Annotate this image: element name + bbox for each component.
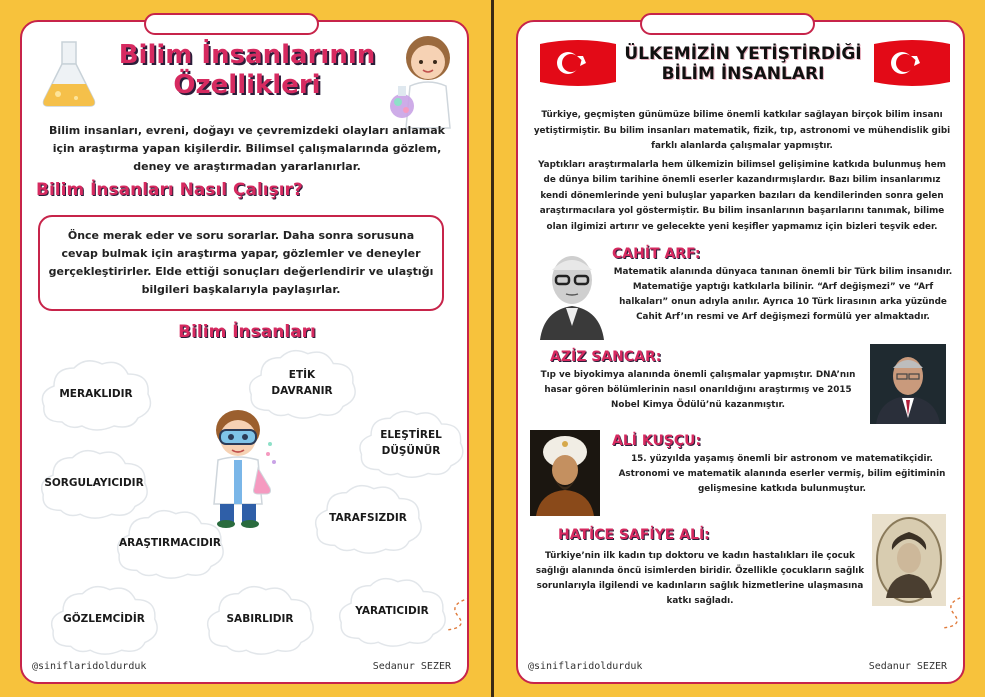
trait-label: SABIRLIDIR (226, 613, 294, 625)
boy-scientist-icon (204, 406, 278, 528)
trait-cloud (198, 578, 322, 660)
portrait-image (536, 244, 608, 340)
trait-label: TARAFSIZDIR (329, 512, 407, 524)
footer-author: Sedanur SEZER (868, 661, 947, 672)
swirl-decoration-icon (442, 594, 469, 634)
portrait-image (530, 430, 600, 516)
scientist-name: CAHİT ARF: (612, 246, 701, 262)
scientist-description: Türkiye’nin ilk kadın tıp doktoru ve kadın hastalıkları ile çocuk sağlığı alanında öncü isimlerden biridir. Özellikle çocukların sağlık sorunlarıyla ilgilendi ve kadınların sağlık hizmetlerine ulaşmasına katkı sağladı. (535, 551, 865, 606)
trait-cloud (42, 578, 166, 660)
portrait-image (870, 344, 946, 424)
scientist-description: Matematik alanında dünyaca tanınan önemli bir Türk bilim insanıdır. Matematiğe yaptığı katkılarla bilinir. “Arf değişmezi” ve “Arf halkaları” onun adıyla anılır. Ayrıca 10 Türk lirasının arka yüzünde Cahit Arf’ın resmi ve Arf değişmezi formülü yer almaktadır. (613, 267, 953, 322)
girl-scientist-icon (384, 28, 466, 132)
trait-label: MERAKLIDIR (59, 388, 133, 400)
turkish-flag-icon (872, 38, 952, 88)
portrait-ali-kuscu (530, 430, 600, 516)
right-page (516, 20, 965, 684)
page-title: Bilim İnsanlarının Özellikleri (118, 40, 376, 100)
trait-label: SORGULAYICIDIR (44, 477, 144, 489)
intro-paragraph: Türkiye, geçmişten günümüze bilime önemli katkılar sağlayan birçok bilim insanı yetiştirmiştir. Bu bilim insanları matematik, fizik, tıp, astronomi ve mühendislik gibi farklı alanlarda çalışmalar yapmıştır. (533, 110, 951, 151)
scientist-description: 15. yüzyılda yaşamış önemli bir astronom ve matematikçidir. Astronomi ve matematik alanında eserler vermiş, bilim eğitiminin gelişmesine katkıda bulunmuştur. (618, 454, 946, 494)
intro-text: Bilim insanları, evreni, doğayı ve çevremizdeki olayları anlamak için araştırma yapan kişilerdir. Bilimsel çalışmalarında gözlem, deney ve araştırmadan yararlanırlar. (49, 124, 445, 173)
footer-author: Sedanur SEZER (372, 661, 451, 672)
footer-handle: @siniflaridoldurduk (528, 661, 643, 672)
trait-label: ARAŞTIRMACIDIR (119, 537, 221, 549)
page-tab-decoration (640, 13, 815, 35)
intro-text (532, 108, 952, 238)
trait-label: ELEŞTİREL DÜŞÜNÜR (380, 429, 442, 457)
scientist-name: HATİCE SAFİYE ALİ: (558, 527, 710, 543)
trait-label: GÖZLEMCİDİR (63, 613, 145, 625)
portrait-hatice-safiye-ali (872, 514, 946, 606)
swirl-decoration-icon (938, 592, 965, 632)
scientist-description: Tıp ve biyokimya alanında önemli çalışmalar yapmıştır. DNA’nın hasar gören bölümlerinin nasıl onarıldığını araştırmış ve 2015 Nobel Kimya Ödülü’nü kazanmıştır. (540, 370, 856, 410)
intro-paragraph: Yaptıkları araştırmalarla hem ülkemizin bilimsel gelişimine katkıda bulunmuş hem de dünya bilim tarihine önemli eserler kazandırmışlardır. Bazı bilim insanlarımız kendi dönemlerinde yeni buluşlar yaparken bazıları da kendilerinden sonra gelen araştırmacılara yol göstermiştir. Bu bilim insanlarının başarılarını tanımak, bilime olan ilgimizi artırır ve gelecekte yeni keşifler yapmamız için bizleri teşvik eder. (538, 159, 946, 232)
trait-label: YARATICIDIR (355, 605, 429, 617)
left-page (20, 20, 469, 684)
how-heading: Bilim İnsanları Nasıl Çalışır? (36, 180, 303, 200)
turkish-flag-icon (538, 38, 618, 88)
trait-cloud (328, 570, 456, 652)
trait-cloud (34, 352, 158, 436)
footer-handle: @siniflaridoldurduk (32, 661, 147, 672)
how-box: Önce merak eder ve soru sorarlar. Daha sonra sorusuna cevap bulmak için araştırma yapar, gözlemler ve deneyler gerçekleştirirler. Elde ettiği sonuçları değerlendirir ve ulaştığı bilgileri başkalarıyla paylaşırlar. (38, 215, 444, 311)
page-title: ÜLKEMİZİN YETİŞTİRDİĞİ BİLİM İNSANLARI (624, 44, 862, 84)
center-divider (491, 0, 494, 697)
traits-heading: Bilim İnsanları (178, 322, 316, 342)
portrait-cahit-arf (536, 244, 608, 340)
trait-cloud (352, 400, 469, 486)
flask-icon (38, 40, 100, 110)
scientist-name: ALİ KUŞÇU: (612, 433, 702, 449)
scientist-name: AZİZ SANCAR: (550, 349, 662, 365)
portrait-image (872, 514, 946, 606)
trait-label: ETİK DAVRANIR (271, 369, 333, 397)
portrait-aziz-sancar (870, 344, 946, 424)
page-tab-decoration (144, 13, 319, 35)
trait-cloud (304, 477, 432, 559)
